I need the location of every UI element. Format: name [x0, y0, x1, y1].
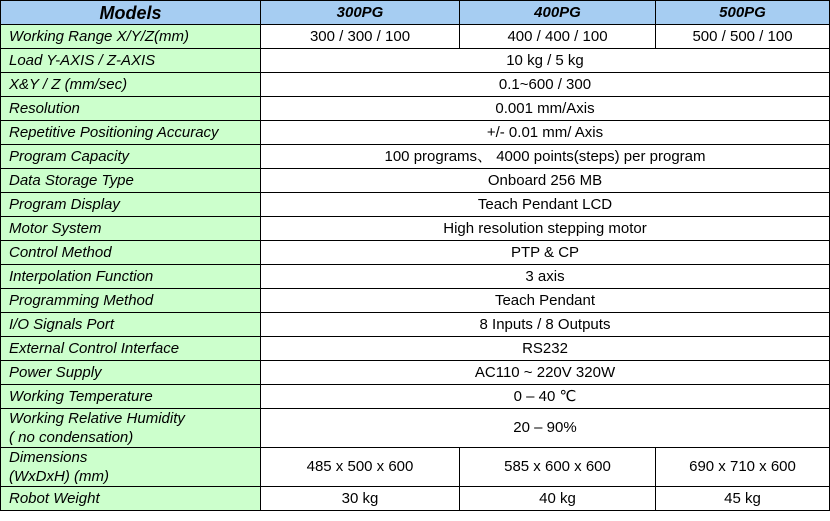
- row-control-method: [1, 241, 830, 265]
- interpolation-label: Interpolation Function: [1, 265, 261, 289]
- programming-method-value: Teach Pendant: [261, 289, 830, 313]
- control-method-value: PTP & CP: [261, 241, 830, 265]
- speed-value: 0.1~600 / 300: [261, 73, 830, 97]
- dimensions-label-line2: (WxDxH) (mm): [9, 468, 109, 485]
- robot-weight-400pg: 40 kg: [460, 487, 656, 511]
- robot-weight-500pg: 45 kg: [656, 487, 830, 511]
- row-interpolation: [1, 265, 830, 289]
- model-300pg-header: 300PG: [261, 1, 460, 25]
- dimensions-label-line1: Dimensions: [9, 449, 88, 466]
- working-temperature-label: Working Temperature: [1, 385, 261, 409]
- row-speed: [1, 73, 830, 97]
- row-repeatability: [1, 121, 830, 145]
- row-working-range: [1, 25, 830, 49]
- io-port-value: 8 Inputs / 8 Outputs: [261, 313, 830, 337]
- external-interface-value: RS232: [261, 337, 830, 361]
- resolution-value: 0.001 mm/Axis: [261, 97, 830, 121]
- power-supply-value: AC110 ~ 220V 320W: [261, 361, 830, 385]
- io-port-label: I/O Signals Port: [1, 313, 261, 337]
- dimensions-300pg: 485 x 500 x 600: [261, 448, 460, 487]
- humidity-label: [1, 409, 261, 448]
- load-value: 10 kg / 5 kg: [261, 49, 830, 73]
- repeatability-value: +/- 0.01 mm/ Axis: [261, 121, 830, 145]
- model-500pg-header: 500PG: [656, 1, 830, 25]
- motor-system-label: Motor System: [1, 217, 261, 241]
- humidity-label-line1: Working Relative Humidity: [9, 410, 185, 427]
- working-range-label: Working Range X/Y/Z(mm): [1, 25, 261, 49]
- dimensions-label: [1, 448, 261, 487]
- row-motor-system: [1, 217, 830, 241]
- row-power-supply: [1, 361, 830, 385]
- load-label: Load Y-AXIS / Z-AXIS: [1, 49, 261, 73]
- spec-table-body: [1, 25, 830, 511]
- resolution-label: Resolution: [1, 97, 261, 121]
- program-display-label: Program Display: [1, 193, 261, 217]
- row-program-display: [1, 193, 830, 217]
- spec-table-header: [1, 1, 830, 25]
- program-capacity-label: Program Capacity: [1, 145, 261, 169]
- dimensions-500pg: 690 x 710 x 600: [656, 448, 830, 487]
- humidity-label-line2: ( no condensation): [9, 429, 134, 446]
- interpolation-value: 3 axis: [261, 265, 830, 289]
- row-io-port: [1, 313, 830, 337]
- control-method-label: Control Method: [1, 241, 261, 265]
- motor-system-value: High resolution stepping motor: [261, 217, 830, 241]
- row-data-storage: [1, 169, 830, 193]
- working-temperature-value: 0 – 40 ℃: [261, 385, 830, 409]
- row-resolution: [1, 97, 830, 121]
- row-robot-weight: [1, 487, 830, 511]
- external-interface-label: External Control Interface: [1, 337, 261, 361]
- data-storage-label: Data Storage Type: [1, 169, 261, 193]
- robot-weight-300pg: 30 kg: [261, 487, 460, 511]
- power-supply-label: Power Supply: [1, 361, 261, 385]
- programming-method-label: Programming Method: [1, 289, 261, 313]
- row-humidity: [1, 409, 830, 448]
- humidity-value: 20 – 90%: [261, 409, 830, 448]
- header-row: [1, 1, 830, 25]
- dimensions-400pg: 585 x 600 x 600: [460, 448, 656, 487]
- robot-weight-label: Robot Weight: [1, 487, 261, 511]
- model-400pg-header: 400PG: [460, 1, 656, 25]
- working-range-400pg: 400 / 400 / 100: [460, 25, 656, 49]
- row-programming-method: [1, 289, 830, 313]
- row-dimensions: [1, 448, 830, 487]
- program-capacity-value: 100 programs、 4000 points(steps) per program: [261, 145, 830, 169]
- row-external-interface: [1, 337, 830, 361]
- models-header-cell: Models: [1, 1, 261, 25]
- row-working-temperature: [1, 385, 830, 409]
- row-program-capacity: [1, 145, 830, 169]
- row-load: [1, 49, 830, 73]
- working-range-500pg: 500 / 500 / 100: [656, 25, 830, 49]
- working-range-300pg: 300 / 300 / 100: [261, 25, 460, 49]
- data-storage-value: Onboard 256 MB: [261, 169, 830, 193]
- repeatability-label: Repetitive Positioning Accuracy: [1, 121, 261, 145]
- speed-label: X&Y / Z (mm/sec): [1, 73, 261, 97]
- program-display-value: Teach Pendant LCD: [261, 193, 830, 217]
